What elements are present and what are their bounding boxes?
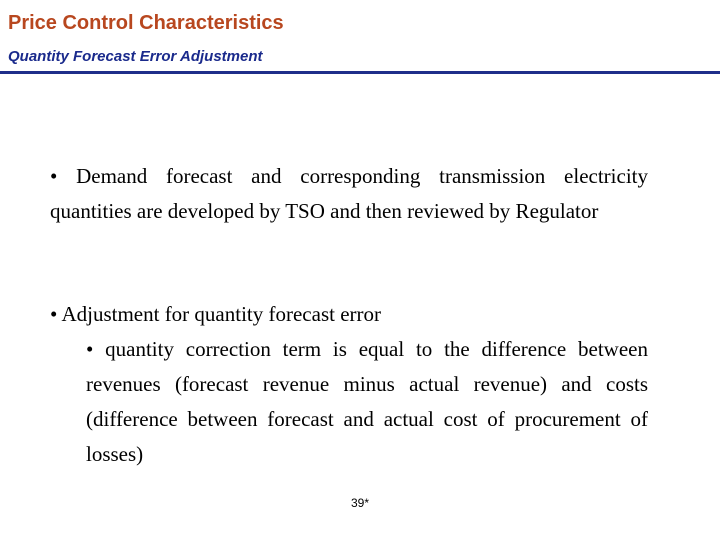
header-divider [0,71,720,74]
sub-bullet-correction-term: • quantity correction term is equal to the difference between revenues (forecast revenue minus actual revenue) and costs (difference between forecast and actual cost of procurement of losses) [86,337,648,466]
slide-title: Price Control Characteristics [8,12,284,34]
slide-subtitle: Quantity Forecast Error Adjustment [8,48,263,65]
page-number: 39* [350,496,370,510]
bullet-demand-forecast: • Demand forecast and corresponding transmission electricity quantities are developed by TSO and then reviewed by Regulator [50,164,648,223]
bullet-quantity-adjustment: • Adjustment for quantity forecast error [50,302,382,326]
